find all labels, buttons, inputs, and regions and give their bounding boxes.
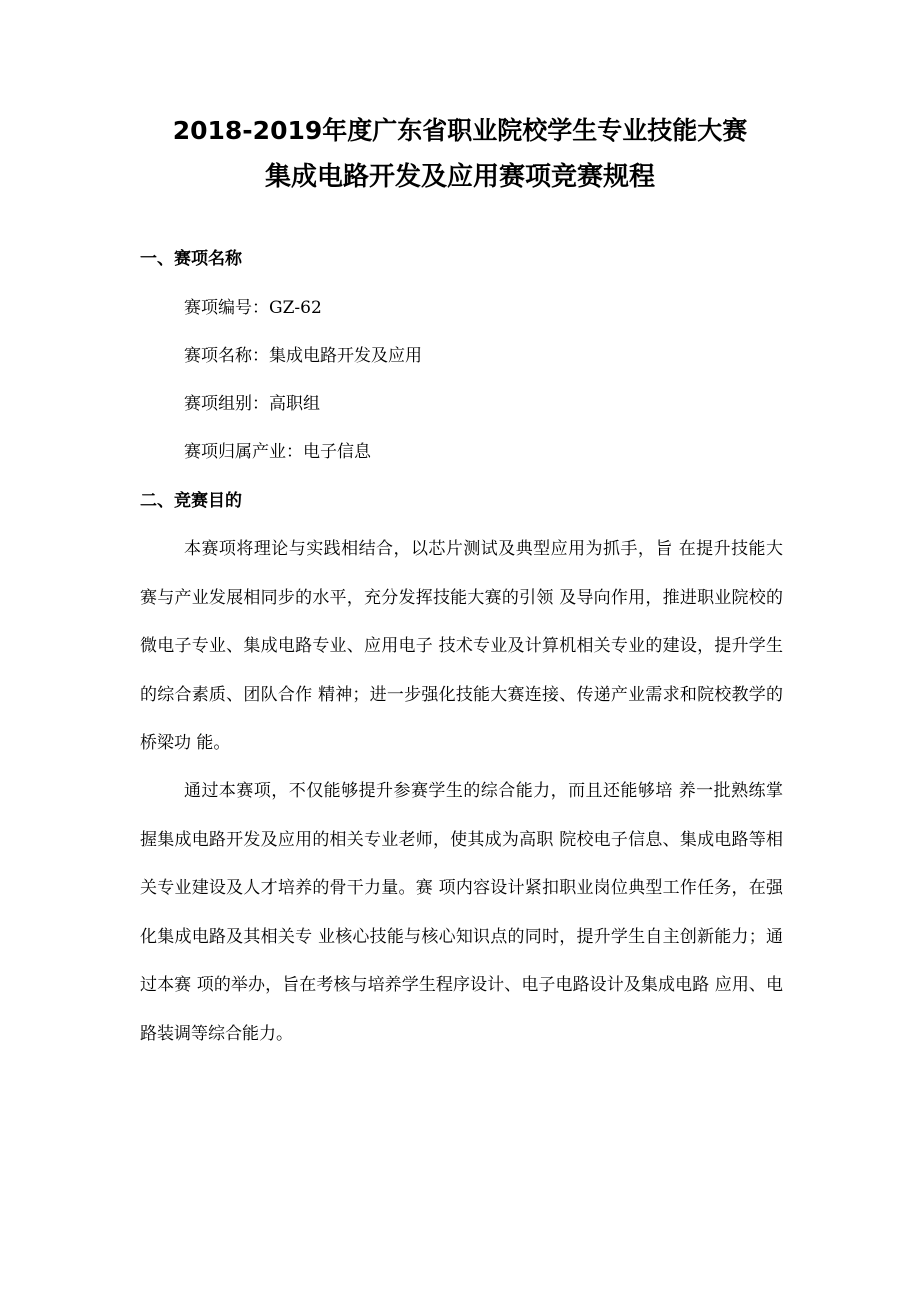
event-group: 赛项组别：高职组: [184, 394, 320, 414]
purpose-paragraph-2: 通过本赛项，不仅能够提升参赛学生的综合能力，而且还能够培 养一批熟练掌握集成电路开发及应用的相关专业老师，使其成为高职 院校电子信息、集成电路等相关专业建设及人才培养的骨干力量。赛 项内容设计紧扣职业岗位典型工作任务，在强化集成电路及其相关专 业核心技能与核心知识点的同时，提升学生自主创新能力；通过本赛 项的举办，旨在考核与培养学生程序设计、电子电路设计及集成电路 应用、电路装调等综合能力。: [140, 781, 783, 1044]
section-heading-event-name: 一、赛项名称: [140, 249, 242, 269]
document-title-line-2: 集成电路开发及应用赛项竞赛规程: [264, 162, 655, 192]
event-code: 赛项编号：GZ-62: [184, 298, 322, 318]
event-industry: 赛项归属产业：电子信息: [184, 442, 371, 462]
event-name: 赛项名称：集成电路开发及应用: [184, 346, 422, 366]
document-title-line-1: 2018-2019年度广东省职业院校学生专业技能大赛: [172, 116, 748, 145]
section-heading-purpose: 二、竞赛目的: [140, 491, 242, 511]
purpose-paragraph-1: 本赛项将理论与实践相结合，以芯片测试及典型应用为抓手，旨 在提升技能大赛与产业发展相同步的水平，充分发挥技能大赛的引领 及导向作用，推进职业院校的微电子专业、集成电路专业、应用电子 技术专业及计算机相关专业的建设，提升学生的综合素质、团队合作 精神；进一步强化技能大赛连接、传递产业需求和院校教学的桥梁功 能。: [140, 539, 783, 753]
